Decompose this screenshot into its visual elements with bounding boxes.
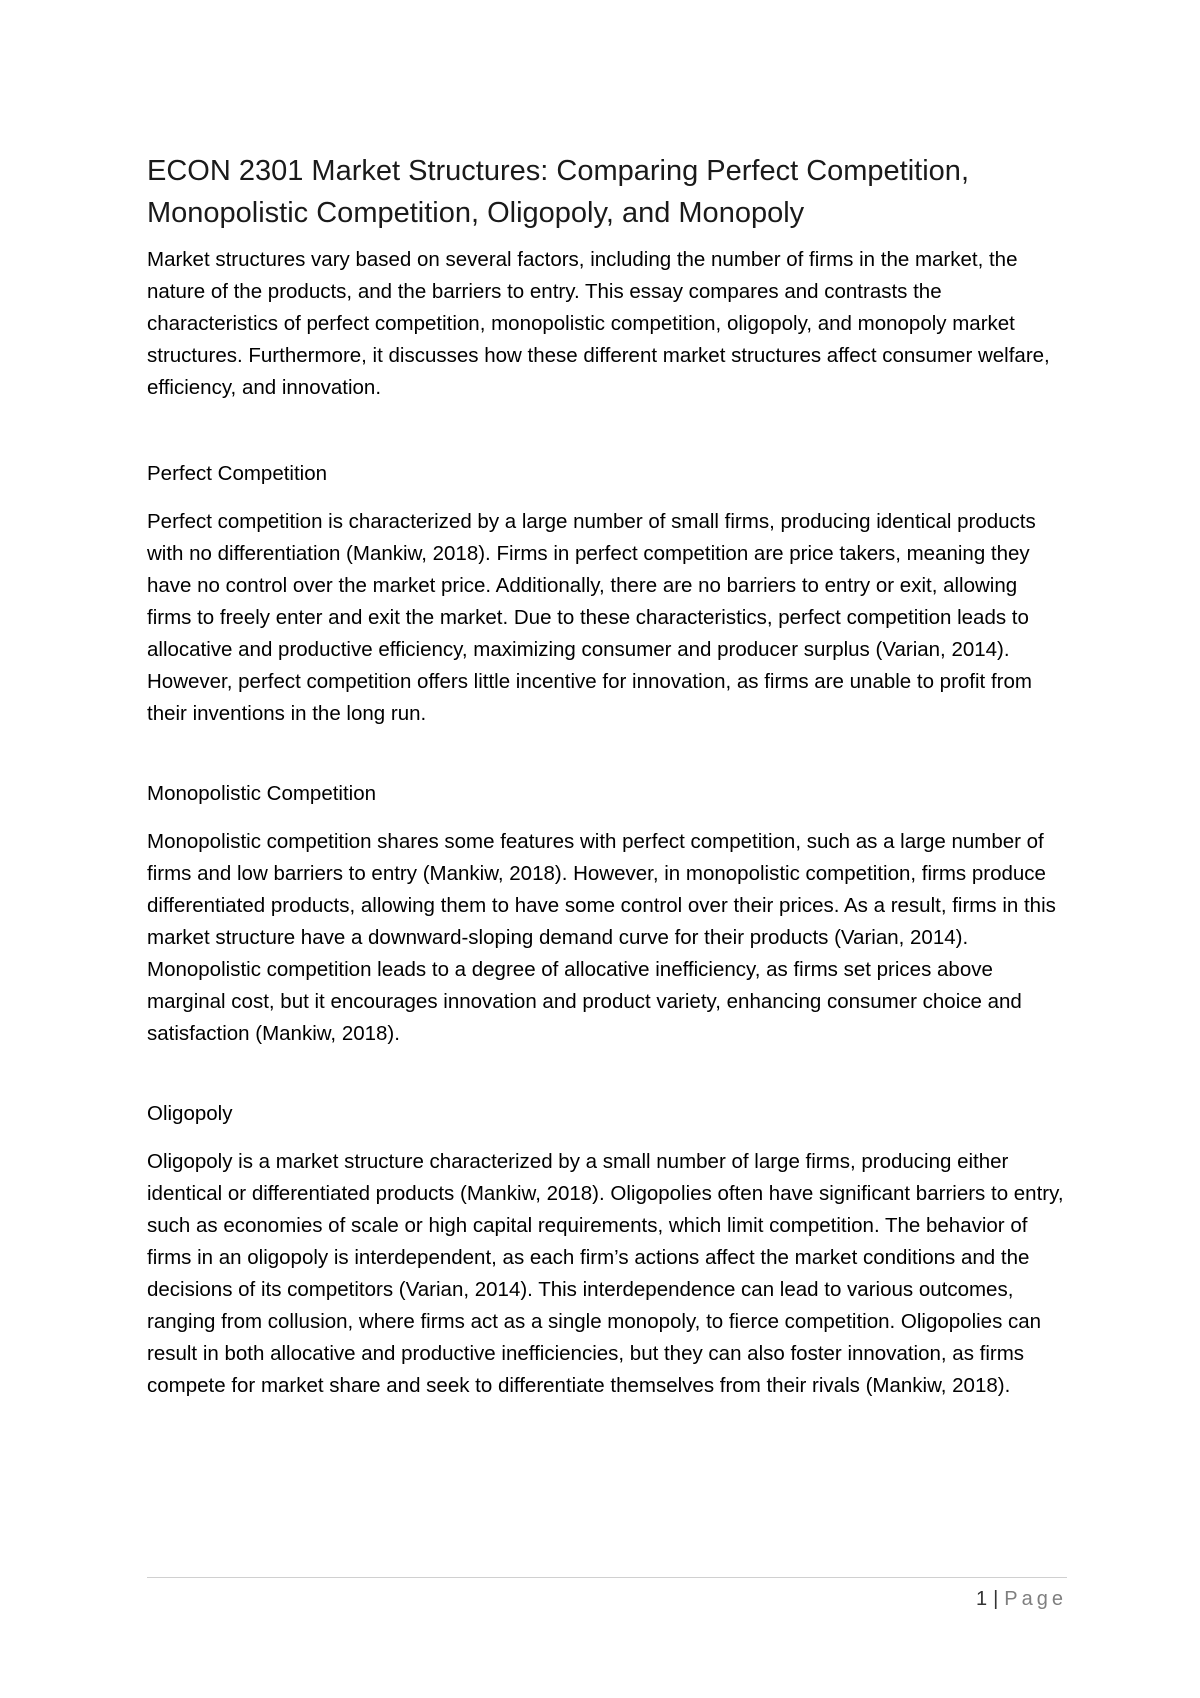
document-title: ECON 2301 Market Structures: Comparing Perfect Competition, Monopolistic Competition, Oligopoly, and Monopoly xyxy=(147,155,969,229)
page-separator: | xyxy=(993,1588,999,1610)
page-number: 1 xyxy=(975,1588,988,1610)
section-oligopoly xyxy=(147,1098,1067,1402)
section-monopolistic-competition xyxy=(147,778,1067,1050)
intro-paragraph: Market structures vary based on several factors, including the number of firms in the market, the nature of the products, and the barriers to entry. This essay compares and contrasts the characteristics of perfect competition, monopolistic competition, oligopoly, and monopoly market structures. Furthermore, it discusses how these different market structures affect consumer welfare, efficiency, and innovation. xyxy=(147,248,1050,399)
section-heading: Monopolistic Competition xyxy=(147,782,377,805)
section-paragraph: Monopolistic competition shares some features with perfect competition, such as a large number of firms and low barriers to entry (Mankiw, 2018). However, in monopolistic competition, firms produce differentiated products, allowing them to have some control over their prices. As a result, firms in this market structure have a downward-sloping demand curve for their products (Varian, 2014). Monopolistic competition leads to a degree of allocative inefficiency, as firms set prices above marginal cost, but it encourages innovation and product variety, enhancing consumer choice and satisfaction (Mankiw, 2018). xyxy=(147,830,1056,1045)
section-perfect-competition xyxy=(147,458,1067,730)
section-heading: Oligopoly xyxy=(147,1102,233,1125)
section-heading: Perfect Competition xyxy=(147,462,328,485)
section-paragraph: Oligopoly is a market structure characterized by a small number of large firms, producing either identical or differentiated products (Mankiw, 2018). Oligopolies often have significant barriers to entry, such as economies of scale or high capital requirements, which limit competition. The behavior of firms in an oligopoly is interdependent, as each firm’s actions affect the market conditions and the decisions of its competitors (Varian, 2014). This interdependence can lead to various outcomes, ranging from collusion, where firms act as a single monopoly, to fierce competition. Oligopolies can result in both allocative and productive inefficiencies, but they can also foster innovation, as firms compete for market share and seek to differentiate themselves from their rivals (Mankiw, 2018). xyxy=(147,1150,1064,1397)
section-paragraph: Perfect competition is characterized by a large number of small firms, producing identical products with no differentiation (Mankiw, 2018). Firms in perfect competition are price takers, meaning they have no control over the market price. Additionally, there are no barriers to entry or exit, allowing firms to freely enter and exit the market. Due to these characteristics, perfect competition leads to allocative and productive efficiency, maximizing consumer and producer surplus (Varian, 2014). However, perfect competition offers little incentive for innovation, as firms are unable to profit from their inventions in the long run. xyxy=(147,510,1036,725)
page-footer xyxy=(147,1577,1067,1612)
page-label: Page xyxy=(1004,1588,1067,1610)
page-content xyxy=(147,150,1067,1402)
